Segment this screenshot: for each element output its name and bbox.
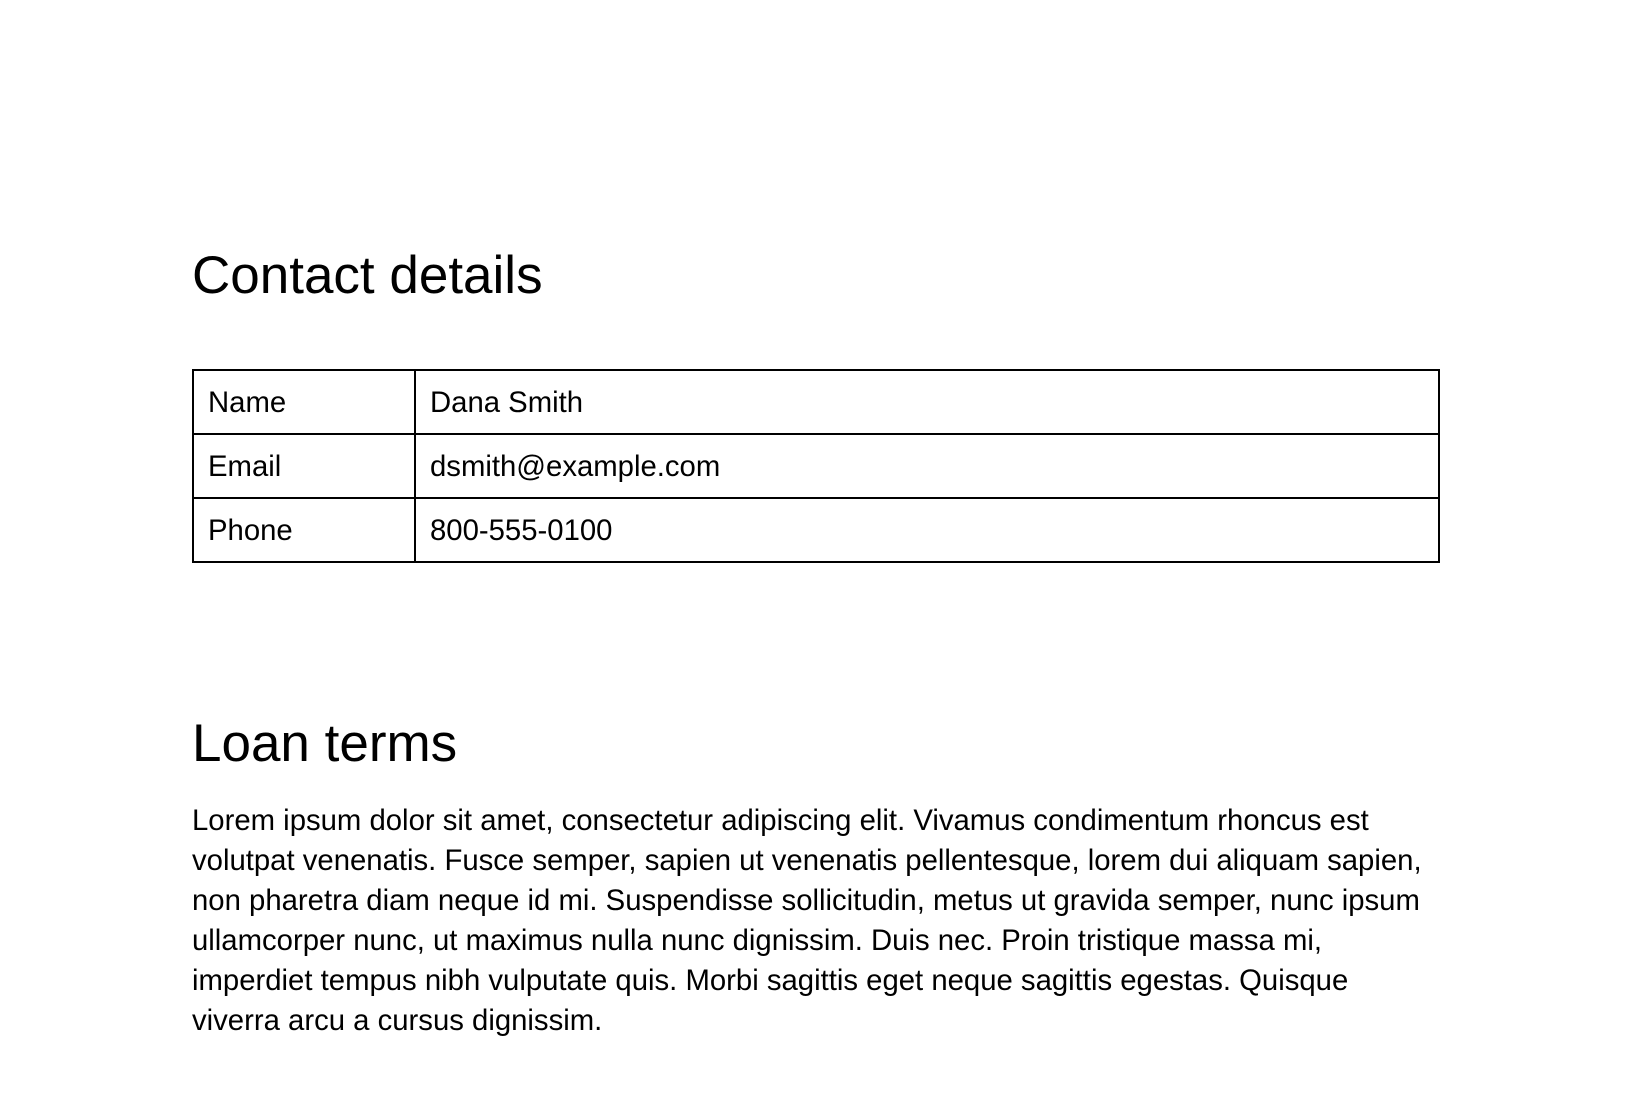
email-value-cell: dsmith@example.com	[415, 434, 1439, 498]
table-row-name	[193, 370, 1439, 434]
phone-label-cell: Phone	[193, 498, 415, 562]
table-row-phone	[193, 498, 1439, 562]
section-heading-loan-terms: Loan terms	[192, 714, 458, 774]
loan-terms-paragraph: Lorem ipsum dolor sit amet, consectetur adipiscing elit. Vivamus condimentum rhoncus est volutpat venenatis. Fusce semper, sapien ut venenatis pellentesque, lorem dui aliquam sapien, non pharetra diam neque id mi. Suspendisse sollicitudin, metus ut gravida semper, nunc ipsum ullamcorper nunc, ut maximus nulla nunc dignissim. Duis nec. Proin tristique massa mi, imperdiet tempus nibh vulputate quis. Morbi sagittis eget neque sagittis egestas. Quisque viverra arcu a cursus dignissim.	[192, 803, 1422, 1037]
table-row-email	[193, 434, 1439, 498]
name-value-cell: Dana Smith	[415, 370, 1439, 434]
name-label-cell: Name	[193, 370, 415, 434]
phone-value-cell: 800-555-0100	[415, 498, 1439, 562]
contact-details-table	[192, 369, 1440, 563]
section-heading-contact-details: Contact details	[192, 246, 543, 305]
email-label-cell: Email	[193, 434, 415, 498]
